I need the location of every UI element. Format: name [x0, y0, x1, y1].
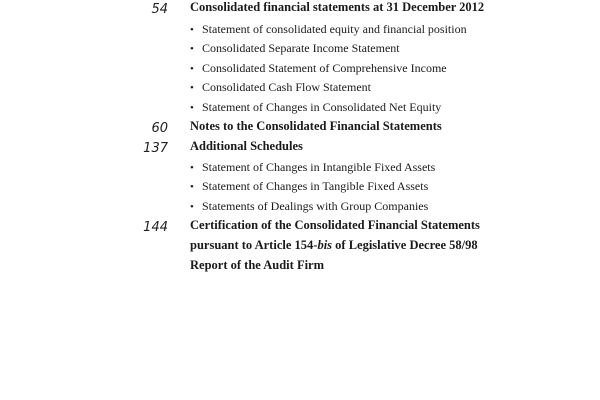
toc-section-heading: Certification of the Consolidated Financial Statements: [190, 218, 480, 232]
toc-item-label: Statements of Dealings with Group Companies: [202, 199, 429, 213]
toc-list-item: [190, 100, 441, 115]
toc-list-item: [190, 179, 428, 194]
toc-item-label: Statement of consolidated equity and financial position: [202, 22, 467, 36]
toc-item-label: Consolidated Statement of Comprehensive Income: [202, 61, 447, 75]
toc-section-heading: Report of the Audit Firm: [190, 258, 325, 272]
toc-list-item: [190, 22, 467, 37]
bullet-icon: •: [190, 82, 194, 94]
toc-item-label: Statement of Changes in Consolidated Net Equity: [202, 100, 442, 114]
toc-list-item: [190, 61, 447, 76]
toc-list-item: [190, 41, 400, 56]
toc-section-heading-continued: [190, 238, 478, 253]
toc-section-heading: Additional Schedules: [190, 139, 303, 153]
bullet-icon: •: [190, 201, 194, 213]
toc-item-label: Consolidated Cash Flow Statement: [202, 80, 371, 94]
bullet-icon: •: [190, 24, 194, 36]
toc-heading-italic-text: bis: [317, 238, 333, 252]
bullet-icon: •: [190, 43, 194, 55]
bullet-icon: •: [190, 63, 194, 75]
toc-list-item: [190, 80, 371, 95]
toc-item-label: Statement of Changes in Intangible Fixed Assets: [202, 160, 436, 174]
toc-page-number: 54: [151, 2, 168, 17]
toc-page-number: 60: [151, 121, 168, 136]
toc-page-number: 137: [143, 141, 168, 156]
toc-list-item: [190, 160, 435, 175]
toc-heading-text: pursuant to Article 154-: [190, 238, 318, 252]
toc-section-heading: Consolidated financial statements at 31 December 2012: [190, 0, 485, 14]
toc-item-label: Statement of Changes in Tangible Fixed Assets: [202, 179, 429, 193]
bullet-icon: •: [190, 102, 194, 114]
toc-page-number: 144: [143, 220, 168, 235]
bullet-icon: •: [190, 162, 194, 174]
toc-list-item: [190, 199, 428, 214]
toc-section-heading: Notes to the Consolidated Financial Statements: [190, 119, 442, 133]
bullet-icon: •: [190, 181, 194, 193]
toc-heading-text: of Legislative Decree 58/98: [332, 238, 478, 252]
toc-item-label: Consolidated Separate Income Statement: [202, 41, 400, 55]
